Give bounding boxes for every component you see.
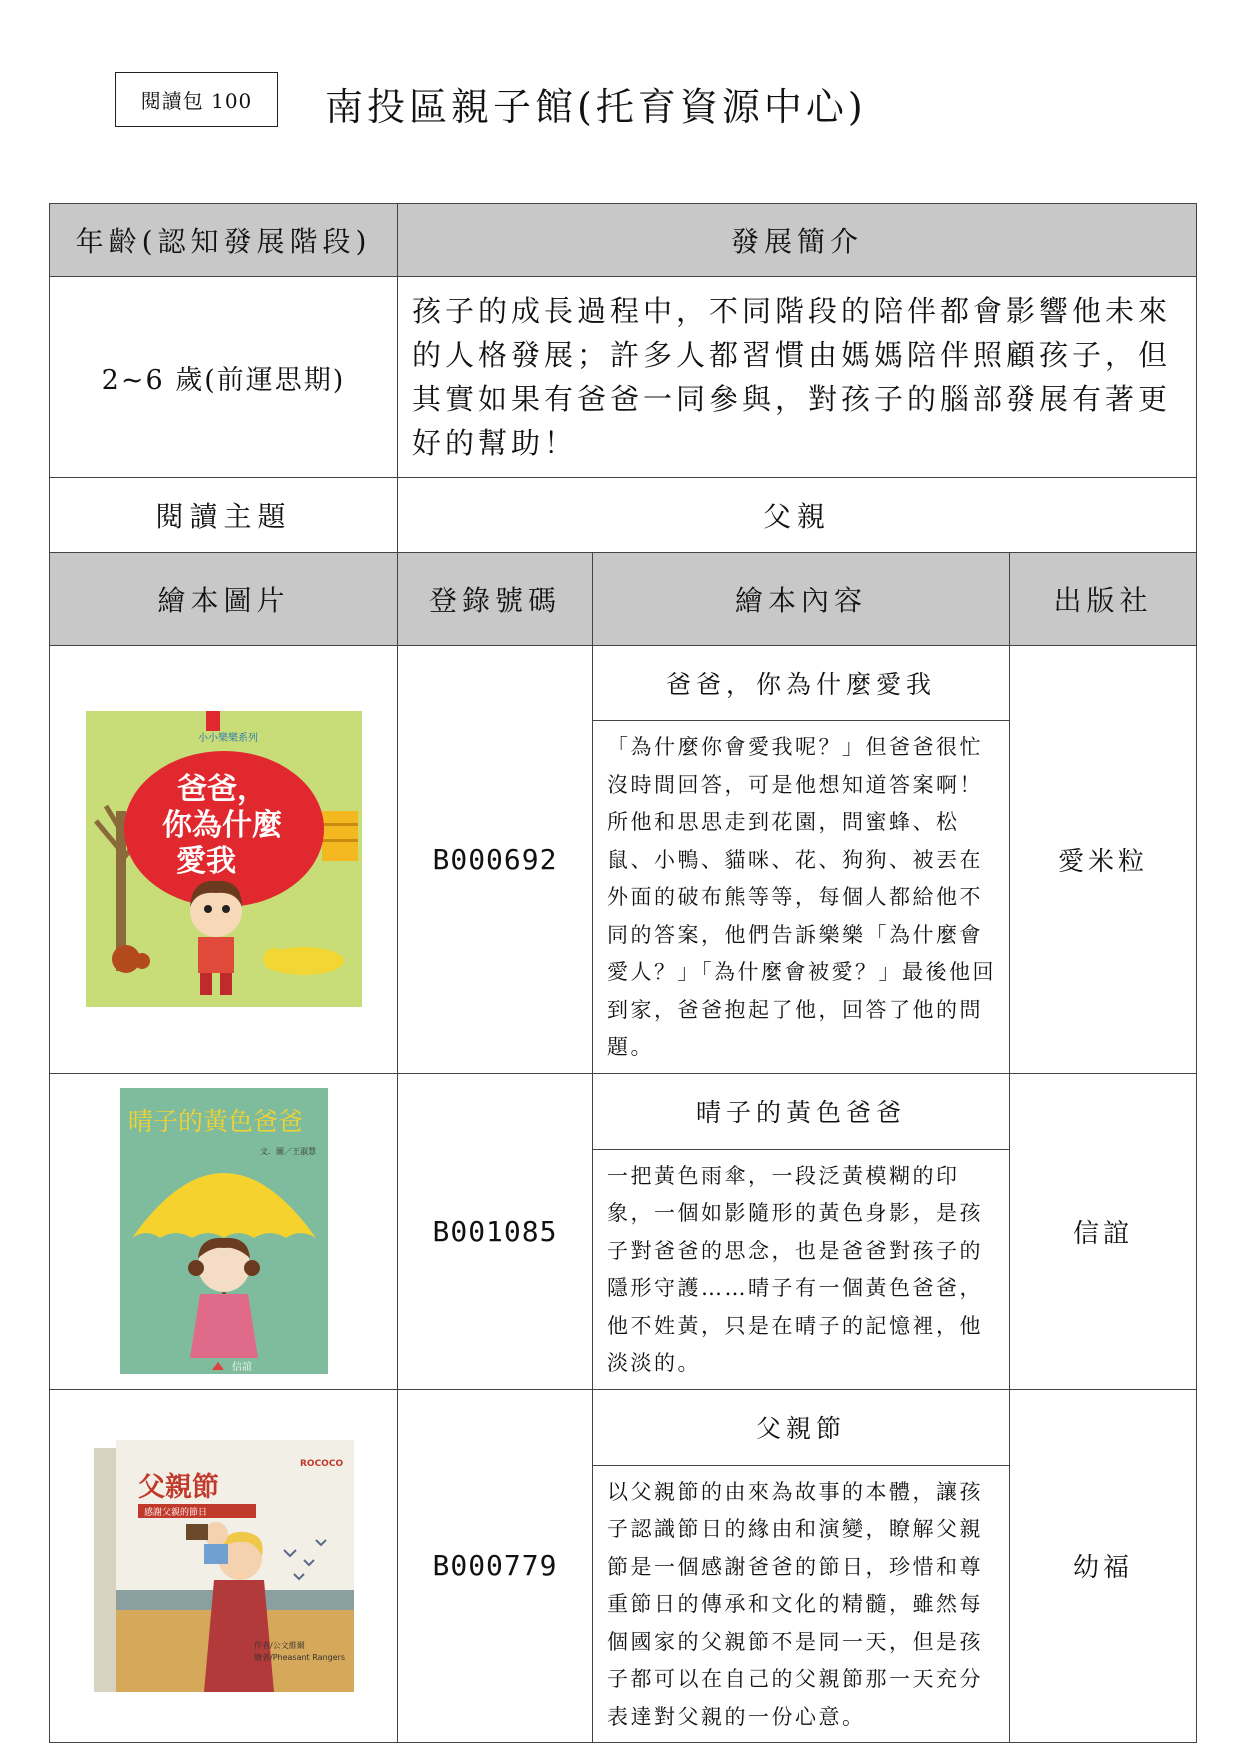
cover-credit-1: 作者/公文維爾 [253,1640,305,1650]
publisher: 信誼 [1010,1073,1197,1389]
cover-author: 文．圖／王淑慧 [259,1147,316,1156]
publisher: 幼福 [1010,1389,1197,1743]
publisher-header: 出版社 [1010,553,1197,646]
book-cover-2 [120,1088,328,1374]
cover-credit-2: 繪者/Pheasant Rangers [253,1652,345,1662]
picture-header: 繪本圖片 [50,553,398,646]
reading-pack-table [49,203,1197,1743]
cover-subtitle: 感謝父親的節日 [143,1507,207,1518]
cover-brand: 信誼 [231,1362,252,1373]
book-description: 一把黃色雨傘，一段泛黃模糊的印象，一個如影隨形的黃色身影，是孩子對爸爸的思念，也是爸爸對孩子的隱形守護……晴子有一個黃色爸爸，他不姓黃，只是在晴子的記憶裡，他淡淡的。 [593,1149,1010,1389]
book-description: 以父親節的由來為故事的本體，讓孩子認識節日的緣由和演變，瞭解父親節是一個感謝爸爸的節日，珍惜和尊重節日的傳承和文化的精髓，雖然每個國家的父親節不是同一天，但是孩子都可以在自己的父親節那一天充分表達對父親的一份心意。 [593,1465,1010,1743]
cover-title-line3: 愛我 [175,844,236,880]
book-cover-3 [94,1440,354,1692]
cover-brand: ROCOCO [299,1458,343,1469]
cover-title: 晴子的黃色爸爸 [127,1107,303,1136]
book-title: 爸爸，你為什麼愛我 [593,646,1010,721]
book-title: 父親節 [593,1389,1010,1465]
table-row [50,646,1197,721]
reg-no: B001085 [398,1073,593,1389]
cover-title-line2: 你為什麼 [161,808,282,844]
table-row [50,1389,1197,1465]
reg-no: B000692 [398,646,593,1074]
page-title: 南投區親子館(托育資源中心) [325,85,867,129]
reg-no: B000779 [398,1389,593,1743]
reading-pack-label: 閱讀包 100 [115,72,278,127]
reg-no-header: 登錄號碼 [398,553,593,646]
table-row [50,1073,1197,1149]
publisher: 愛米粒 [1010,646,1197,1074]
cover-title: 父親節 [137,1471,219,1503]
theme-value: 父親 [398,478,1197,553]
book-cover-cell [50,1389,398,1743]
cover-series: 小小樂樂系列 [197,733,258,745]
intro-header: 發展簡介 [398,204,1197,277]
cover-title-line1: 爸爸， [176,772,267,808]
age-value: 2~6 歲(前運思期) [50,277,398,478]
book-cover-cell [50,1073,398,1389]
intro-text: 孩子的成長過程中，不同階段的陪伴都會影響他未來的人格發展；許多人都習慣由媽媽陪伴照顧孩子，但其實如果有爸爸一同參與，對孩子的腦部發展有著更好的幫助！ [398,277,1197,478]
book-cover-1 [86,711,362,1007]
theme-label: 閱讀主題 [50,478,398,553]
content-header: 繪本內容 [593,553,1010,646]
book-title: 晴子的黃色爸爸 [593,1073,1010,1149]
age-header: 年齡(認知發展階段) [50,204,398,277]
book-cover-cell [50,646,398,1074]
book-description: 「為什麼你會愛我呢？」但爸爸很忙沒時間回答，可是他想知道答案啊！所他和思思走到花園，問蜜蜂、松鼠、小鴨、貓咪、花、狗狗、被丟在外面的破布熊等等，每個人都給他不同的答案，他們告訴樂樂「為什麼會愛人？」「為什麼會被愛？」最後他回到家，爸爸抱起了他，回答了他的問題。 [593,721,1010,1074]
